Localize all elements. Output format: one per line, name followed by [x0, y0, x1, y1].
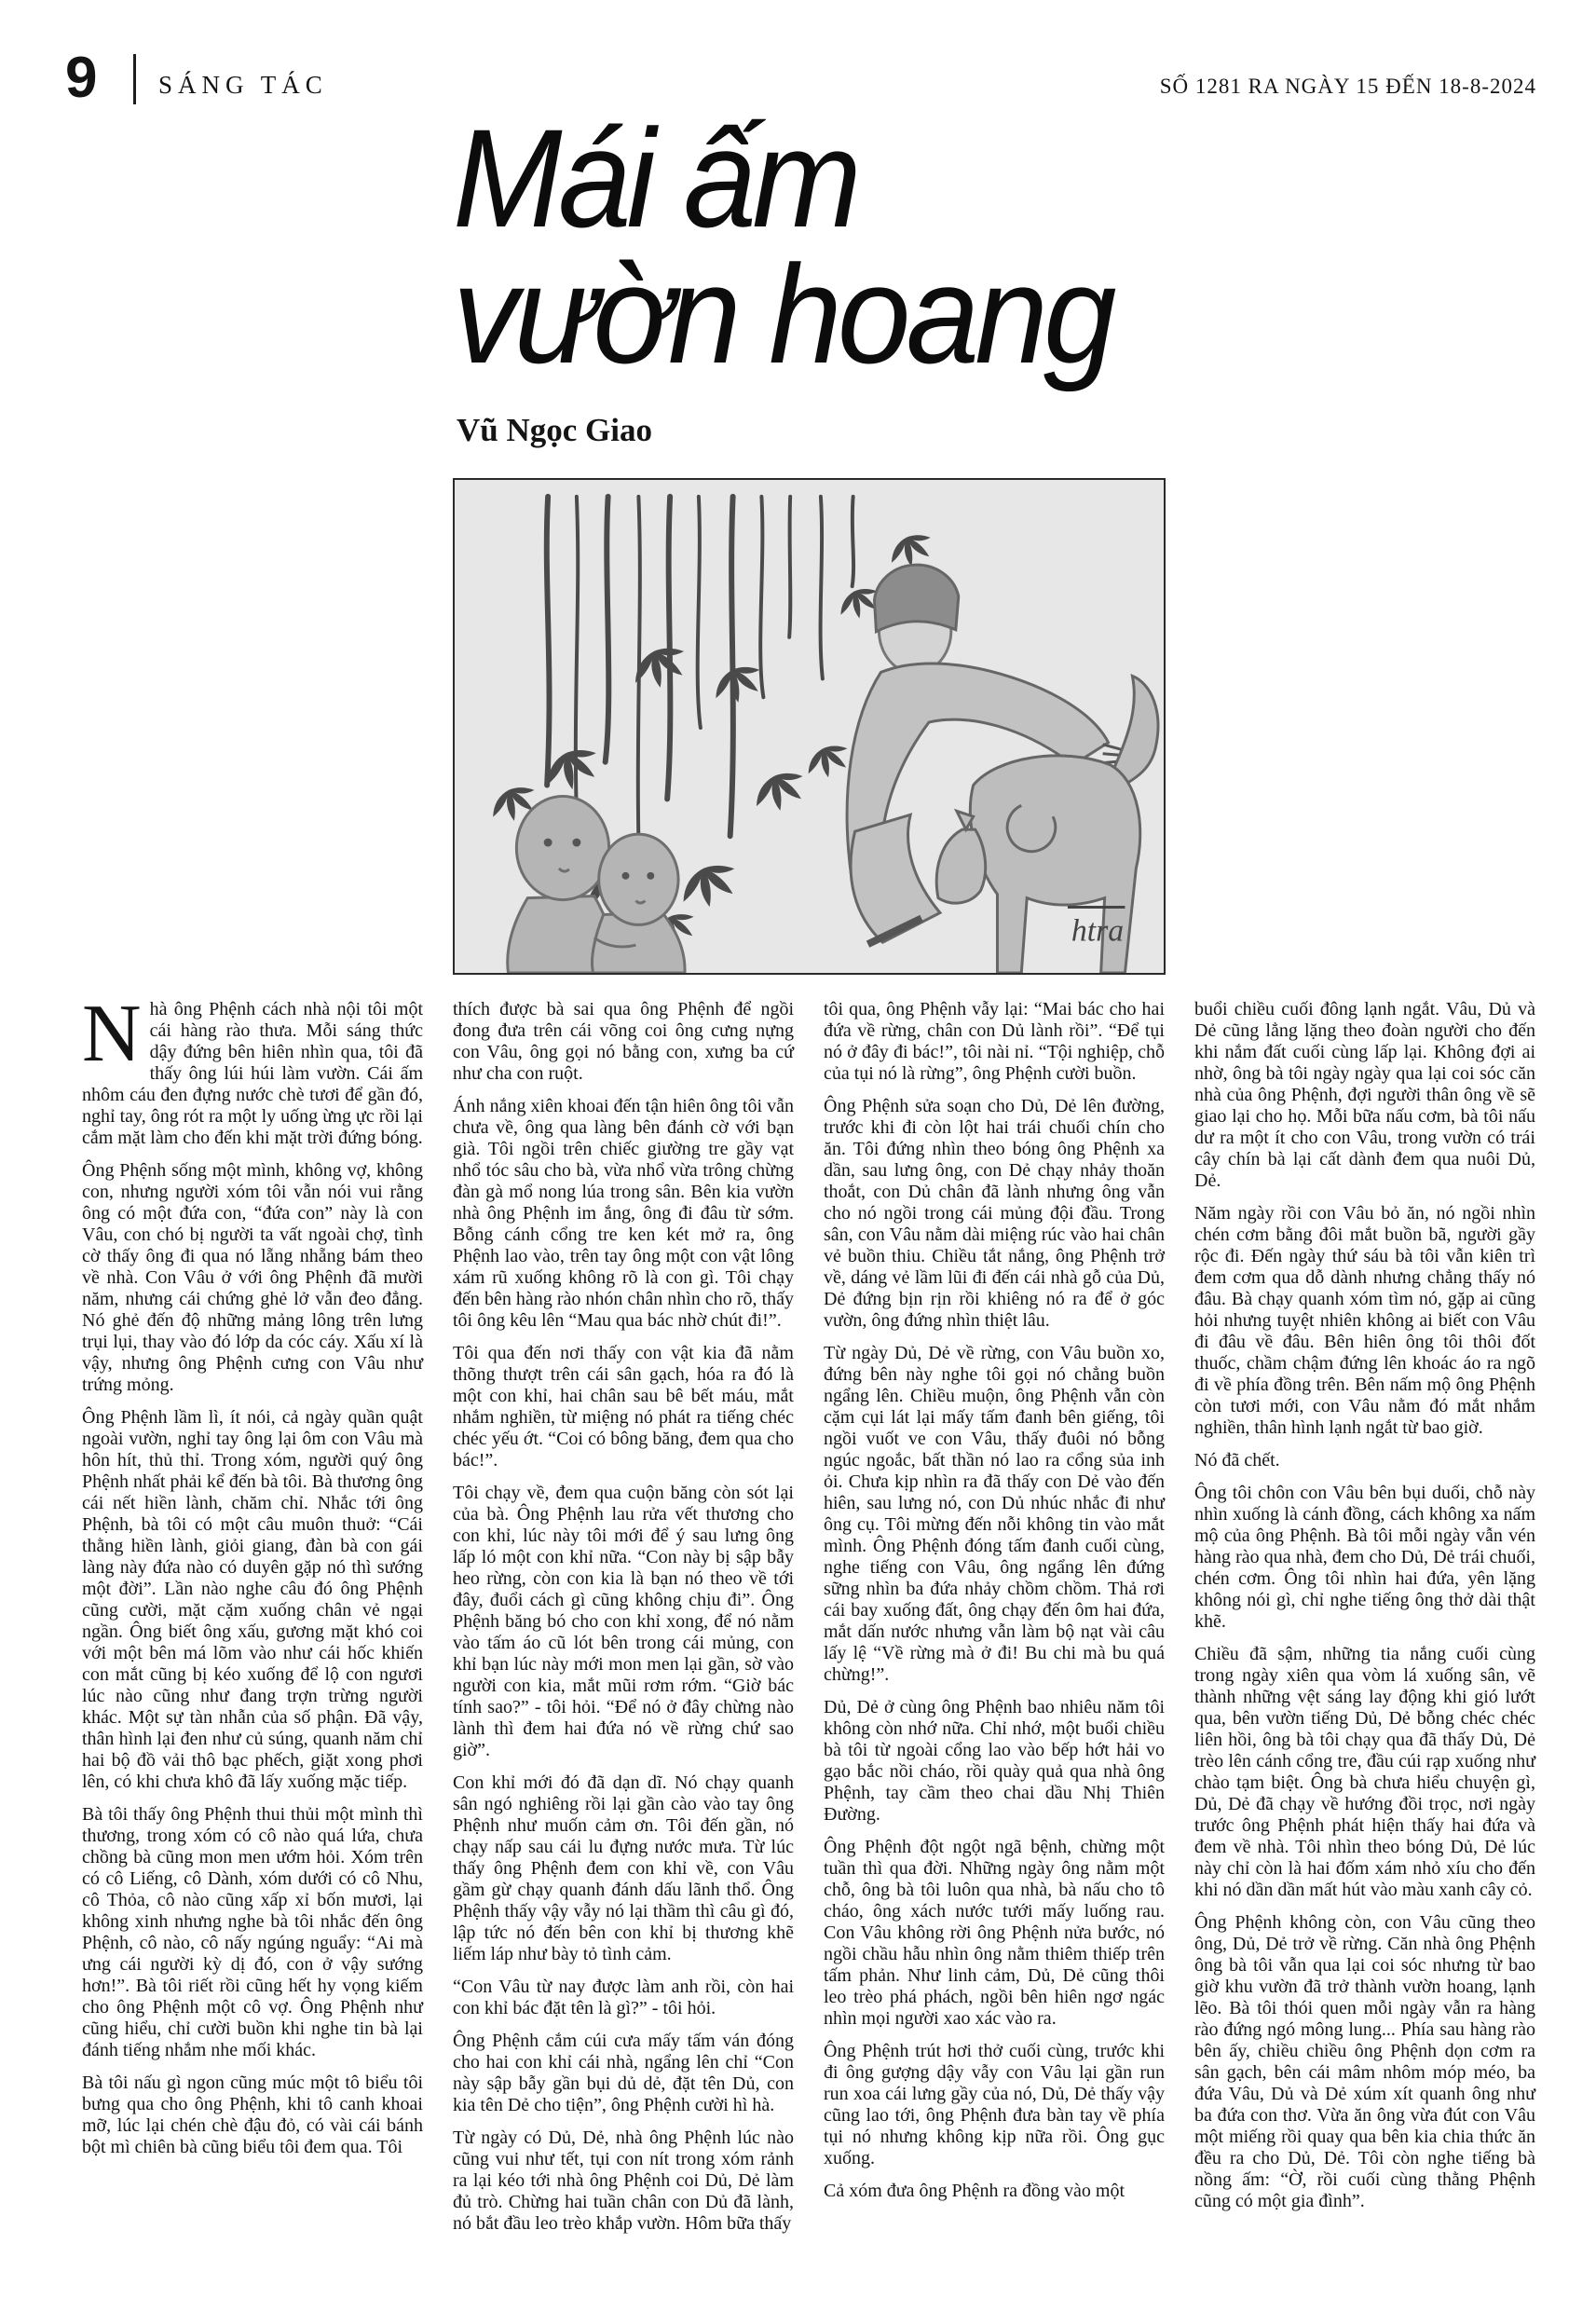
paragraph: Dủ, Dẻ ở cùng ông Phệnh bao nhiêu năm tôi không còn nhớ nữa. Chỉ nhớ, một buổi chiều bà tôi từ ngoài cổng lao vào bếp hớt hải vo gạo bắc nồi cháo, rồi quày quả qua nhà ông Phệnh, tay cầm theo chai dầu Nhị Thiên Đường. [824, 1697, 1165, 1825]
issue-info: SỐ 1281 RA NGÀY 15 ĐẾN 18-8-2024 [1159, 75, 1536, 98]
paragraph: Ông Phệnh cắm cúi cưa mấy tấm ván đóng cho hai con khỉ cái nhà, ngẩng lên chỉ “Con này sập bẫy gần bụi dủ dẻ, đặt tên Dủ, con kia tên Dẻ cho tiện”, ông Phệnh cười hì hà. [453, 2031, 794, 2115]
paragraph: Ông Phệnh sửa soạn cho Dủ, Dẻ lên đường, trước khi đi còn lột hai trái chuối chín cho ăn. Tôi đứng nhìn theo bóng ông Phệnh xa dần, sau lưng ông, con Dẻ chạy nhảy thoăn thoắt, con Dủ chân đã lành nhưng ông vẫn cho nó ngồi trong cái mủng đội đầu. Trong sân, con Vâu nằm dài miệng rúc vào hai chân vẻ buồn thiu. Chiều tắt nắng, ông Phệnh trở về, dáng vẻ lầm lũi đi đến cái nhà gỗ của Dủ, Dẻ đứng bịn rịn rồi khiêng nó ra để ở góc vườn, ông đứng nhìn thiệt lâu. [824, 1096, 1165, 1331]
dog-tail-icon [1114, 676, 1158, 783]
text-column-3 [824, 999, 1165, 2213]
paragraph: Con khỉ mới đó đã dạn dĩ. Nó chạy quanh sân ngó nghiêng rồi lại gần cào vào tay ông Phệnh như muốn cảm ơn. Tôi đến gần, nó chạy nấp sau cái lu đựng nước mưa. Từ lúc thấy ông Phệnh đem con khỉ về, con Vâu gầm gừ chạy quanh đánh dấu lãnh thổ. Ông Phệnh thấy vậy vẫy nó lại thầm thì câu gì đó, lập tức nó đến bên con khỉ bị thương khẽ liếm láp như bày tỏ tình cảm. [453, 1772, 794, 1964]
paragraph: Cả xóm đưa ông Phệnh ra đồng vào một [824, 2181, 1125, 2201]
section-title: SÁNG TÁC [158, 71, 328, 99]
paragraph: thích được bà sai qua ông Phệnh để ngồi đong đưa trên cái võng coi ông cưng nựng con Vâu, ông gọi nó bằng con, xưng ba cứ như cha con ruột. [453, 999, 794, 1084]
paragraph: Ông tôi chôn con Vâu bên bụi duối, chỗ này nhìn xuống là cánh đồng, cách không xa nấm mộ của ông Phệnh. Bà tôi mỗi ngày vẫn vén hàng rào qua nhà, đem cho Dủ, Dẻ trái chuối, chén cơm. Ông tôi nhìn hai đứa, yên lặng không nói gì, chỉ nghe tiếng ông thở dài thật khẽ. [1194, 1483, 1535, 1632]
paragraph: Năm ngày rồi con Vâu bỏ ăn, nó ngồi nhìn chén cơm bằng đôi mắt buồn bã, người gầy rộc đi. Đến ngày thứ sáu bà tôi vẫn kiên trì đem cơm qua dỗ dành nhưng chẳng thấy nó đâu. Bà chạy quanh xóm tìm nó, gặp ai cũng hỏi nhưng tuyệt nhiên không ai biết con Vâu đi đâu về đâu. Bên hiên ông tôi thôi đốt thuốc, chầm chậm đứng lên khoác áo ra ngõ đi về phía đồng trên. Bên nấm mộ ông Phệnh còn tươi mới, con Vâu nằm đó mắt nhắm nghiền, thân hình lạnh ngắt từ bao giờ. [1194, 1203, 1535, 1438]
paragraph: tôi qua, ông Phệnh vẫy lại: “Mai bác cho hai đứa về rừng, chân con Dủ lành rồi”. “Để tụi nó ở đây đi bác!”, tôi nài nỉ. “Tội nghiệp, chỗ của tụi nó là rừng”, ông Phệnh cười buồn. [824, 999, 1165, 1084]
monkeys-icon [508, 796, 685, 973]
story-illustration [453, 478, 1166, 975]
paragraph: Nó đã chết. [1194, 1450, 1280, 1471]
signature-text: htra [1071, 913, 1125, 949]
article-title-line1: Mái ấm [453, 100, 858, 256]
dog-head-icon [936, 829, 985, 903]
header-divider [133, 54, 136, 104]
paragraph: “Con Vâu từ nay được làm anh rồi, còn hai con khỉ bác đặt tên là gì?” - tôi hỏi. [453, 1977, 794, 2018]
paragraph: Ông Phệnh lầm lì, ít nói, cả ngày quần quật ngoài vườn, nghỉ tay ông lại ôm con Vâu mà hôn hít, thủ thỉ. Trong xóm, người quý ông Phệnh nhất phải kể đến bà tôi. Bà thương ông cái nết hiền lành, chăm chỉ. Nhắc tới ông Phệnh, bà tôi có một câu muôn thuở: “Cái thằng hiền lành, giỏi giang, đàn bà con gái làng này đứa nào có duyên gặp nó thì sướng một đời”. Lần nào nghe câu đó ông Phệnh cũng cười, mặt cặm xuống chân vẻ ngại ngần. Ông biết ông xấu, gương mặt khó coi với một bên má lõm vào như cái hốc khiến con mắt cũng bị kéo xuống để lộ con ngươi lúc nào cũng như đang trợn trừng người khác. Một sự tàn nhẫn của số phận. Đã vậy, thân hình lại đen như củ súng, quanh năm chỉ hai bộ đồ vải thô bạc phếch, giặt xong phơi lên, có khi chưa khô đã lấy xuống mặc tiếp. [82, 1407, 423, 1792]
paragraph: Ông Phệnh đột ngột ngã bệnh, chừng một tuần thì qua đời. Những ngày ông nằm một chỗ, ông bà tôi luôn qua nhà, bà nấu cho tô cháo, ông xách nước tưới mấy luống rau. Con Vâu không rời ông Phệnh nửa bước, nó ngồi chầu hẫu nhìn ông nằm thiêm thiếp trên tấm phản. Như linh cảm, Dủ, Dẻ cũng thôi leo trèo phá phách, ngồi bên hiên ngơ ngác nhìn mọi người xao xác vào ra. [824, 1837, 1165, 2029]
article-title-line2: vườn hoang [453, 236, 1112, 392]
paragraph: Tôi chạy về, đem qua cuộn băng còn sót lại của bà. Ông Phệnh lau rửa vết thương cho con khỉ, lúc này tôi mới để ý sau lưng ông lấp ló một con khỉ nữa. “Con này bị sập bẫy heo rừng, còn con kia là bạn nó theo về tới đây, đuổi cách gì cũng không chịu đi”. Ông Phệnh băng bó cho con khỉ xong, để nó nằm vào tấm áo cũ lót bên trong cái mủng, con khỉ bạn lúc này mới mon men lại gần, sờ vào người con kia, mắt mũi rơm rớm. “Giờ bác tính sao?” - tôi hỏi. “Để nó ở đây chừng nào lành thì đem hai đứa nó về rừng chứ sao giờ”. [453, 1483, 794, 1760]
paragraph: Từ ngày Dủ, Dẻ về rừng, con Vâu buồn xo, đứng bên này nghe tôi gọi nó chẳng buồn ngẩng lên. Chiều muộn, ông Phệnh vẫn còn cặm cụi lát lại mấy tấm đanh bên giếng, tôi ngồi vuốt ve con Vâu, thấy đuôi nó bỗng ngúc ngoắc, bất thần nó lao ra cổng sủa inh ỏi. Chưa kịp nhìn ra đã thấy con Dẻ vào đến hiên, sau lưng nó, con Dủ nhúc nhắc đi như ông cụ. Tôi mừng đến nỗi không tin vào mắt mình. Ông Phệnh đóng tấm đanh cuối cùng, nghe tiếng con Vâu, ông ngẩng lên đứng sững nhìn ba đứa nhảy chồm chồm. Thả rơi cái bay xuống đất, ông chạy đến ôm hai đứa, mắt dấn nước nhưng vẫn làm bộ nạt vài câu lấy lệ “Về rừng mà ở đi! Bu chi mà bu quá chừng!”. [824, 1343, 1165, 1685]
paragraph: Ông Phệnh sống một mình, không vợ, không con, nhưng người xóm tôi vẫn nói vui rằng ông có một đứa con, “đứa con” này là con Vâu, con chó bị người ta vất ngoài chợ, tình cờ thấy ông đi qua nó lẵng nhẵng bám theo về nhà. Con Vâu ở với ông Phệnh đã mười năm, nhưng cái chứng ghẻ lở vẫn đeo đẳng. Nó ghẻ đến độ những mảng lông trên lưng trụi lụi, thay vào đó lớp da cóc cáy. Xấu xí là vậy, nhưng ông Phệnh cưng con Vâu như trứng mỏng. [82, 1160, 423, 1395]
drop-cap: N [82, 989, 142, 1079]
artist-signature [1068, 908, 1125, 949]
paragraph: Chiều đã sậm, những tia nắng cuối cùng trong ngày xiên qua vòm lá xuống sân, vẽ thành những vệt sáng lay động khi gió lướt qua, bên vườn tiếng Dủ, Dẻ bỗng chéc chéc liên hồi, ông bà tôi chạy qua đã thấy Dủ, Dẻ trèo lên cánh cổng tre, đầu cúi rạp xuống như chào tạm biệt. Ông bà chưa hiểu chuyện gì, Dủ, Dẻ đã chạy về hướng đồi trọc, nơi ngày trước ông Phệnh phát hiện thấy hai đứa và đem về nhà. Tôi nhìn theo bóng Dủ, Dẻ lúc này chỉ còn là hai đốm xám nhỏ xíu cho đến khi nó dần dần mất hút vào màu xanh cây cỏ. [1194, 1644, 1535, 1900]
opening-paragraph [82, 989, 423, 1149]
paragraph: Ông Phệnh không còn, con Vâu cũng theo ông, Dủ, Dẻ trở về rừng. Căn nhà ông Phệnh ông bà tôi vẫn qua lại coi sóc nhưng từ bao giờ khu vườn đã trở thành vườn hoang, lạnh lẽo. Bà tôi thói quen mỗi ngày vẫn ra hàng rào đứng ngó mông lung... Phía sau hàng rào bên ấy, chiều chiều ông Phệnh dọn cơm ra sân gạch, bên cái mâm nhôm móp méo, ba đứa Vâu, Dủ và Dẻ xúm xít quanh ông như ba đứa con thơ. Vừa ăn ông vừa đút con Vâu một miếng rồi quay qua bên kia chia thức ăn đều ra cho Dủ, Dẻ. Tôi còn nghe tiếng bà nồng ấm: “Ờ, rồi cuối cùng thằng Phệnh cũng có một gia đình”. [1194, 1912, 1535, 2211]
text-column-4 [1194, 999, 1535, 2223]
illustration-drawing [455, 480, 1164, 973]
text-column-1 [82, 989, 423, 2169]
opening-text: hà ông Phệnh cách nhà nội tôi một cái hàng rào thưa. Mỗi sáng thức dậy đứng bên hiên nhìn qua, tôi đã thấy ông lúi húi làm vườn. Cái ấm nhôm cáu đen đựng nước chè tươi để gần đó, nghỉ tay, ông rót ra một ly uống ừng ực rồi lại cắm mặt làm cho đến khi mặt trời đứng bóng. [82, 999, 423, 1148]
paragraph: Bà tôi nấu gì ngon cũng múc một tô biểu tôi bưng qua cho ông Phệnh, khi tô canh khoai mỡ, lúc lại chén chè đậu đỏ, có vài cái bánh bột mì chiên bà cũng biểu tôi đem qua. Tôi [82, 2073, 423, 2157]
paragraph: Ông Phệnh trút hơi thở cuối cùng, trước khi đi ông gượng dậy vẫy con Vâu lại gần run run xoa cái lưng gầy của nó, Dủ, Dẻ thấy vậy cũng lao tới, ông Phệnh đưa bàn tay về phía tụi nó nhưng không kịp nữa rồi. Ông gục xuống. [824, 2041, 1165, 2168]
paragraph: Tôi qua đến nơi thấy con vật kia đã nằm thõng thượt trên cái sân gạch, hóa ra đó là một con khỉ, hai chân sau bê bết máu, mắt nhắm nghiền, từ miệng nó phát ra tiếng chéc chéc yếu ớt. “Coi có bông băng, đem qua cho bác!”. [453, 1343, 794, 1471]
page-number: 9 [65, 46, 96, 110]
text-column-2 [453, 999, 794, 2246]
author-byline: Vũ Ngọc Giao [457, 412, 652, 448]
paragraph: Bà tôi thấy ông Phệnh thui thủi một mình thì thương, trong xóm có cô nào quá lứa, chưa chồng bà cũng mon men ướm hỏi. Xóm trên có cô Liếng, cô Dành, xóm dưới có cô Nhu, cô Thỏa, cô nào cũng xấp xỉ bốn mươi, lại không xinh nhưng nghe bà tôi nhắc đến ông Phệnh, cô nào, cô nấy ngúng nguẩy: “Ai mà ưng cái người kỳ dị đó, con ở vậy sướng hơn!”. Bà tôi riết rồi cũng hết hy vọng kiếm cho ông Phệnh một cô vợ. Ông Phệnh như cũng hiểu, chỉ cười buồn khi nghe tin bà lại đánh tiếng nhắm nhe mối khác. [82, 1804, 423, 2060]
article-title [453, 100, 1112, 392]
paragraph: Từ ngày có Dủ, Dẻ, nhà ông Phệnh lúc nào cũng vui như tết, tụi con nít trong xóm rảnh ra lại kéo tới nhà ông Phệnh coi Dủ, Dẻ làm đủ trò. Chừng hai tuần chân con Dủ đã lành, nó bắt đầu leo trèo khắp vườn. Hôm bữa thấy [453, 2127, 794, 2234]
hat-icon [874, 565, 958, 632]
paragraph: buổi chiều cuối đông lạnh ngắt. Vâu, Dủ và Dẻ cũng lẳng lặng theo đoàn người cho đến khi nắm đất cuối cùng lấp lại. Không đợi ai nhờ, ông bà tôi ngày ngày qua lại coi sóc căn nhà của ông Phệnh, đợi người thân ông về sẽ giao lại cho họ. Mỗi bữa nấu cơm, bà tôi nấu dư ra một ít cho con Vâu, trong vườn có trái cây chín bà lại cất dành đem qua nuôi Dủ, Dẻ. [1194, 999, 1535, 1191]
paragraph: Ánh nắng xiên khoai đến tận hiên ông tôi vẫn chưa về, ông qua làng bên đánh cờ với bạn già. Tôi ngồi trên chiếc giường tre gầy vạt nhổ tóc sâu cho bà, vừa nhổ vừa trông chừng đàn gà mổ nong lúa trong sân. Bên kia vườn nhà ông Phệnh im ắng, ông đi đâu từ sớm. Bỗng cánh cổng tre ken két mở ra, ông Phệnh lao vào, trên tay ông một con vật lông xám rũ xuống không rõ là con gì. Tôi chạy đến bên hàng rào nhón chân nhìn cho rõ, thấy tôi ông kêu lên “Mau qua bác nhờ chút đi!”. [453, 1096, 794, 1331]
